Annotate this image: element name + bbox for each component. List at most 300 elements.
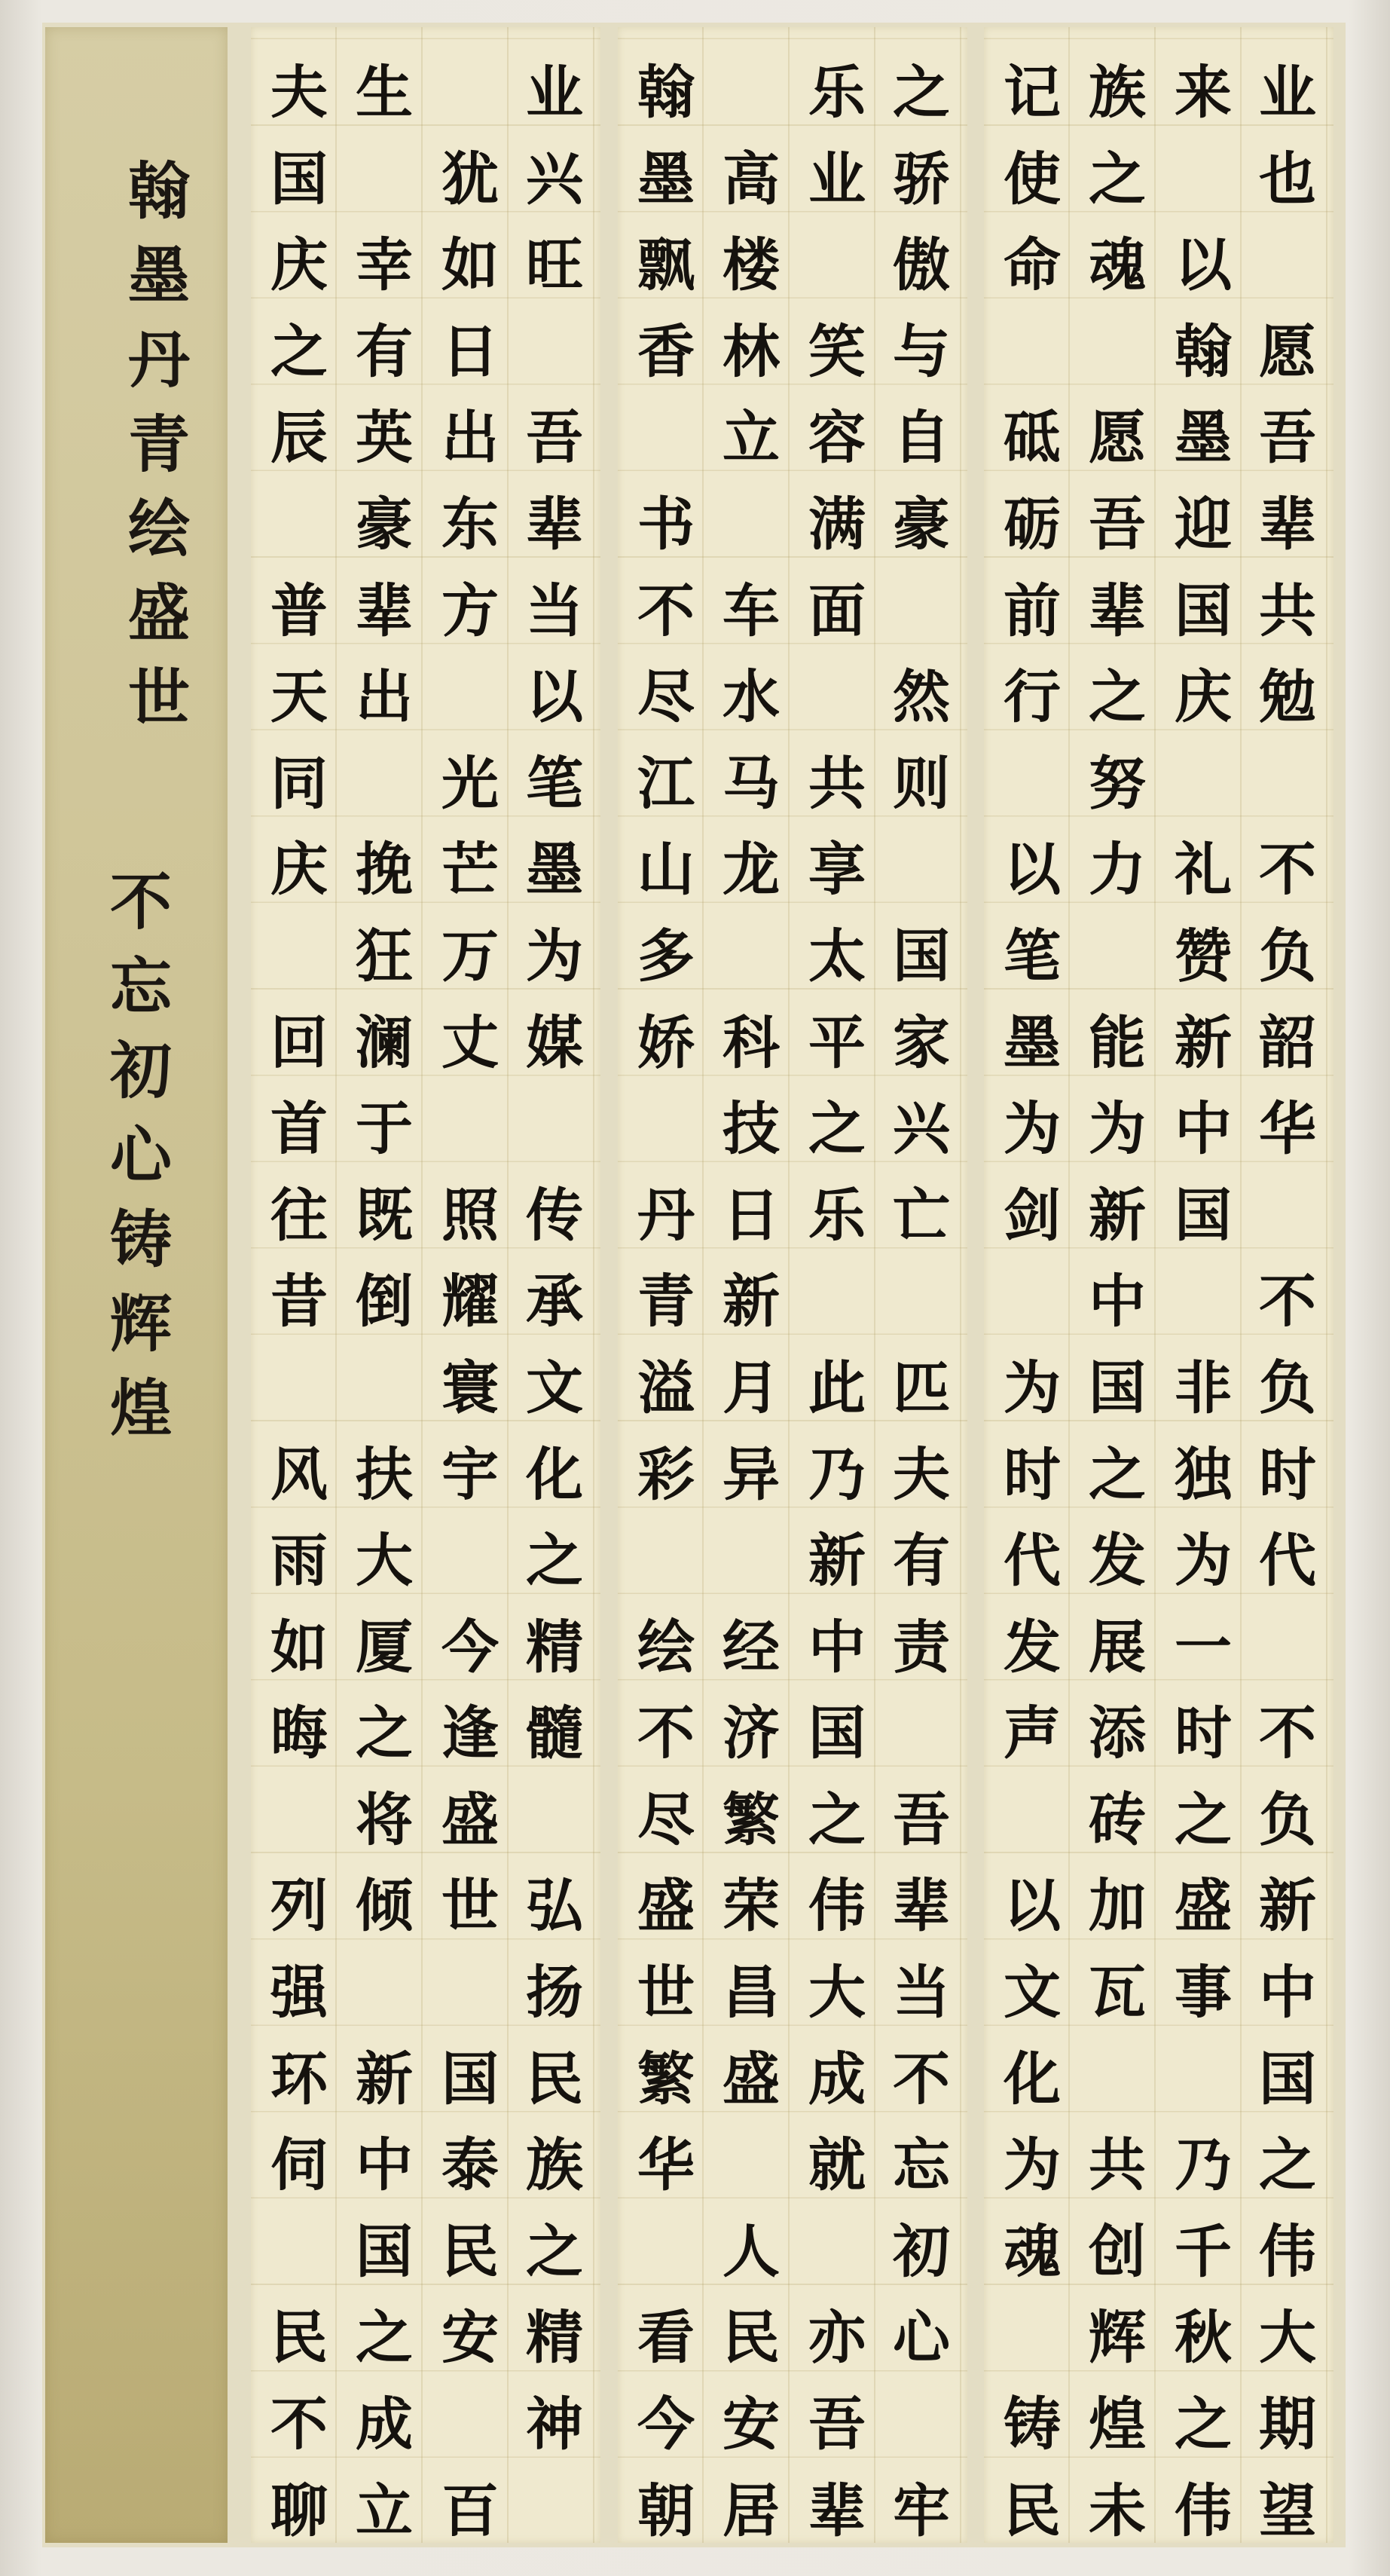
character-cell: 魂	[1089, 231, 1146, 299]
character-cell: 民	[526, 2045, 583, 2113]
character-cell: 溢	[637, 1354, 695, 1421]
character-cell: 为	[1004, 2131, 1061, 2199]
character-cell: 礼	[1175, 836, 1232, 904]
blank-cell	[709, 482, 793, 568]
character-cell: 盛	[722, 2045, 780, 2113]
character-cell: 以	[1004, 1872, 1061, 1940]
text-column	[257, 50, 341, 2554]
text-column	[795, 50, 879, 2554]
character-cell: 不	[270, 2391, 328, 2458]
blank-cell	[257, 1777, 341, 1864]
character-cell: 繁	[637, 2045, 695, 2113]
character-cell: 辈	[893, 1872, 950, 1940]
title-char: 不	[109, 866, 172, 938]
character-cell: 时	[1259, 1440, 1316, 1508]
character-cell: 吾	[526, 404, 583, 472]
character-cell: 世	[637, 1959, 695, 2027]
character-cell: 文	[526, 1354, 583, 1421]
character-cell: 丹	[637, 1181, 695, 1249]
character-cell: 强	[270, 1959, 328, 2027]
character-cell: 车	[722, 577, 780, 644]
character-cell: 伟	[1175, 2477, 1232, 2544]
character-cell: 吾	[1259, 404, 1316, 472]
blank-cell	[1075, 2036, 1159, 2123]
character-cell: 墨	[637, 145, 695, 213]
title-char: 辉	[109, 1288, 172, 1360]
character-cell: 傲	[893, 231, 950, 299]
character-cell: 努	[1089, 749, 1146, 817]
blank-cell	[342, 741, 426, 828]
character-cell: 责	[893, 1613, 950, 1681]
blank-cell	[624, 1518, 708, 1605]
character-cell: 书	[637, 490, 695, 558]
character-cell: 豪	[893, 490, 950, 558]
character-cell: 水	[722, 663, 780, 731]
character-cell: 自	[893, 404, 950, 472]
character-cell: 经	[722, 1613, 780, 1681]
character-cell: 出	[441, 404, 499, 472]
character-cell: 辈	[808, 2477, 866, 2544]
character-cell: 济	[722, 1699, 780, 1767]
character-cell: 瓦	[1089, 1959, 1146, 2027]
character-cell: 代	[1004, 1527, 1061, 1595]
character-cell: 声	[1004, 1699, 1061, 1767]
character-cell: 以	[526, 663, 583, 731]
character-cell: 晦	[270, 1699, 328, 1767]
character-cell: 命	[1004, 231, 1061, 299]
title-char: 煌	[109, 1372, 172, 1445]
character-cell: 为	[1089, 1095, 1146, 1163]
character-cell: 中	[1259, 1959, 1316, 2027]
blank-cell	[1245, 1605, 1330, 1691]
blank-cell	[257, 1345, 341, 1432]
character-cell: 挽	[356, 836, 413, 904]
character-cell: 华	[637, 2131, 695, 2199]
blank-cell	[257, 913, 341, 1000]
character-cell: 新	[1089, 1181, 1146, 1249]
character-cell: 扬	[526, 1959, 583, 2027]
blank-cell	[879, 1259, 964, 1345]
blank-cell	[1245, 222, 1330, 309]
text-column	[709, 50, 793, 2554]
character-cell: 国	[893, 922, 950, 990]
character-cell: 人	[722, 2217, 780, 2285]
character-cell: 扶	[356, 1440, 413, 1508]
character-cell: 此	[808, 1354, 866, 1421]
character-cell: 列	[270, 1872, 328, 1940]
character-cell: 华	[1259, 1095, 1316, 1163]
character-cell: 添	[1089, 1699, 1146, 1767]
character-cell: 初	[893, 2217, 950, 2285]
character-cell: 看	[637, 2304, 695, 2372]
character-cell: 勉	[1259, 663, 1316, 731]
character-cell: 倒	[356, 1268, 413, 1335]
character-cell: 幸	[356, 231, 413, 299]
character-cell: 逢	[441, 1699, 499, 1767]
character-cell: 盛	[637, 1872, 695, 1940]
character-cell: 日	[722, 1181, 780, 1249]
character-cell: 共	[1089, 2131, 1146, 2199]
character-cell: 之	[526, 1527, 583, 1595]
character-cell: 既	[356, 1181, 413, 1249]
blank-cell	[512, 309, 597, 396]
character-cell: 出	[356, 663, 413, 731]
character-cell: 如	[441, 231, 499, 299]
character-cell: 林	[722, 317, 780, 385]
blank-cell	[1161, 136, 1245, 223]
character-cell: 大	[356, 1527, 413, 1595]
title-line-2	[99, 860, 182, 1451]
character-cell: 愿	[1089, 404, 1146, 472]
title-char: 初	[109, 1035, 172, 1107]
character-cell: 辰	[270, 404, 328, 472]
character-cell: 朝	[637, 2477, 695, 2544]
character-cell: 中	[1089, 1268, 1146, 1335]
character-cell: 中	[356, 2131, 413, 2199]
character-cell: 辉	[1089, 2304, 1146, 2372]
character-cell: 剑	[1004, 1181, 1061, 1249]
character-cell: 家	[893, 1008, 950, 1076]
calligraphy-sheet-left	[251, 27, 600, 2543]
character-cell: 之	[356, 2304, 413, 2372]
character-cell: 面	[808, 577, 866, 644]
character-cell: 迎	[1175, 490, 1232, 558]
text-column	[1245, 50, 1330, 2554]
text-column	[990, 50, 1074, 2554]
character-cell: 时	[1004, 1440, 1061, 1508]
character-cell: 东	[441, 490, 499, 558]
character-cell: 之	[1175, 1785, 1232, 1853]
character-cell: 大	[808, 1959, 866, 2027]
blank-cell	[257, 482, 341, 568]
title-char: 铸	[109, 1204, 172, 1276]
character-cell: 有	[893, 1527, 950, 1595]
character-cell: 则	[893, 749, 950, 817]
character-cell: 亡	[893, 1181, 950, 1249]
character-cell: 国	[808, 1699, 866, 1767]
blank-cell	[428, 1518, 512, 1605]
title-char: 盛	[127, 577, 190, 650]
character-cell: 媒	[526, 1008, 583, 1076]
text-column	[879, 50, 964, 2554]
character-cell: 彩	[637, 1440, 695, 1508]
character-cell: 墨	[1004, 1008, 1061, 1076]
character-cell: 方	[441, 577, 499, 644]
blank-cell	[990, 741, 1074, 828]
character-cell: 同	[270, 749, 328, 817]
calligraphy-sheet-right	[984, 27, 1333, 2543]
character-cell: 千	[1175, 2217, 1232, 2285]
character-cell: 精	[526, 1613, 583, 1681]
character-cell: 韶	[1259, 1008, 1316, 1076]
character-cell: 砖	[1089, 1785, 1146, 1853]
blank-cell	[428, 1950, 512, 2036]
character-cell: 代	[1259, 1527, 1316, 1595]
blank-cell	[428, 654, 512, 741]
character-cell: 雨	[270, 1527, 328, 1595]
character-cell: 神	[526, 2391, 583, 2458]
character-cell: 民	[441, 2217, 499, 2285]
character-cell: 乃	[808, 1440, 866, 1508]
character-cell: 照	[441, 1181, 499, 1249]
blank-cell	[624, 395, 708, 482]
character-cell: 民	[1004, 2477, 1061, 2544]
character-cell: 之	[1259, 2131, 1316, 2199]
blank-cell	[709, 50, 793, 136]
character-cell: 庆	[270, 836, 328, 904]
character-cell: 前	[1004, 577, 1061, 644]
character-cell: 笔	[526, 749, 583, 817]
blank-cell	[879, 568, 964, 655]
character-cell: 狂	[356, 922, 413, 990]
character-cell: 吾	[1089, 490, 1146, 558]
character-cell: 普	[270, 577, 328, 644]
character-cell: 新	[1259, 1872, 1316, 1940]
character-cell: 不	[1259, 1699, 1316, 1767]
character-cell: 耀	[441, 1268, 499, 1335]
character-cell: 髓	[526, 1699, 583, 1767]
character-cell: 满	[808, 490, 866, 558]
character-cell: 于	[356, 1095, 413, 1163]
character-cell: 辈	[356, 577, 413, 644]
character-cell: 新	[1175, 1008, 1232, 1076]
character-cell: 墨	[526, 836, 583, 904]
character-cell: 精	[526, 2304, 583, 2372]
character-cell: 加	[1089, 1872, 1146, 1940]
text-column	[1075, 50, 1159, 2554]
character-cell: 共	[1259, 577, 1316, 644]
character-cell: 化	[1004, 2045, 1061, 2113]
text-column	[1161, 50, 1245, 2554]
blank-cell	[879, 1690, 964, 1777]
character-cell: 牢	[893, 2477, 950, 2544]
character-cell: 香	[637, 317, 695, 385]
character-cell: 来	[1175, 59, 1232, 126]
blank-cell	[428, 50, 512, 136]
character-cell: 未	[1089, 2477, 1146, 2544]
character-cell: 之	[1089, 663, 1146, 731]
blank-cell	[709, 1518, 793, 1605]
blank-cell	[512, 2468, 597, 2555]
character-cell: 业	[1259, 59, 1316, 126]
blank-cell	[342, 1345, 426, 1432]
character-cell: 平	[808, 1008, 866, 1076]
character-cell: 犹	[441, 145, 499, 213]
character-cell: 中	[808, 1613, 866, 1681]
character-cell: 国	[1259, 2045, 1316, 2113]
character-cell: 之	[526, 2217, 583, 2285]
character-cell: 有	[356, 317, 413, 385]
character-cell: 砺	[1004, 490, 1061, 558]
character-cell: 日	[441, 317, 499, 385]
character-cell: 聊	[270, 2477, 328, 2544]
blank-cell	[342, 1950, 426, 2036]
character-cell: 月	[722, 1354, 780, 1421]
character-cell: 骄	[893, 145, 950, 213]
character-cell: 天	[270, 663, 328, 731]
character-cell: 寰	[441, 1354, 499, 1421]
character-cell: 豪	[356, 490, 413, 558]
character-cell: 安	[441, 2304, 499, 2372]
character-cell: 旺	[526, 231, 583, 299]
character-cell: 伺	[270, 2131, 328, 2199]
character-cell: 繁	[722, 1785, 780, 1853]
character-cell: 环	[270, 2045, 328, 2113]
character-cell: 山	[637, 836, 695, 904]
character-cell: 高	[722, 145, 780, 213]
character-cell: 国	[1175, 577, 1232, 644]
character-cell: 为	[1004, 1354, 1061, 1421]
character-cell: 铸	[1004, 2391, 1061, 2458]
character-cell: 昌	[722, 1959, 780, 2027]
character-cell: 不	[893, 2045, 950, 2113]
character-cell: 庆	[1175, 663, 1232, 731]
title-char: 绘	[127, 493, 190, 565]
character-cell: 太	[808, 922, 866, 990]
blank-cell	[624, 2209, 708, 2296]
blank-cell	[879, 2382, 964, 2468]
blank-cell	[1075, 309, 1159, 396]
character-cell: 之	[1089, 145, 1146, 213]
character-cell: 成	[356, 2391, 413, 2458]
character-cell: 之	[808, 1785, 866, 1853]
character-cell: 展	[1089, 1613, 1146, 1681]
character-cell: 技	[722, 1095, 780, 1163]
character-cell: 伟	[1259, 2217, 1316, 2285]
calligraphy-sheet-middle	[618, 27, 967, 2543]
character-cell: 为	[526, 922, 583, 990]
character-cell: 尽	[637, 1785, 695, 1853]
character-cell: 一	[1175, 1613, 1232, 1681]
character-cell: 负	[1259, 1785, 1316, 1853]
blank-cell	[342, 136, 426, 223]
character-cell: 以	[1175, 231, 1232, 299]
blank-cell	[795, 222, 879, 309]
character-cell: 夫	[893, 1440, 950, 1508]
blank-cell	[428, 2382, 512, 2468]
character-cell: 也	[1259, 145, 1316, 213]
character-cell: 发	[1004, 1613, 1061, 1681]
character-cell: 国	[441, 2045, 499, 2113]
character-cell: 乃	[1175, 2131, 1232, 2199]
character-cell: 之	[893, 59, 950, 126]
character-cell: 尽	[637, 663, 695, 731]
character-cell: 多	[637, 922, 695, 990]
character-cell: 新	[722, 1268, 780, 1335]
character-cell: 事	[1175, 1959, 1232, 2027]
character-cell: 族	[526, 2131, 583, 2199]
character-cell: 赞	[1175, 922, 1232, 990]
blank-cell	[990, 1259, 1074, 1345]
character-cell: 首	[270, 1095, 328, 1163]
character-cell: 发	[1089, 1527, 1146, 1595]
character-cell: 大	[1259, 2304, 1316, 2372]
blank-cell	[1245, 1173, 1330, 1259]
character-cell: 伟	[808, 1872, 866, 1940]
character-cell: 业	[526, 59, 583, 126]
character-cell: 厦	[356, 1613, 413, 1681]
character-cell: 青	[637, 1268, 695, 1335]
character-cell: 时	[1175, 1699, 1232, 1767]
character-cell: 心	[893, 2304, 950, 2372]
text-column	[342, 50, 426, 2554]
blank-cell	[1245, 741, 1330, 828]
blank-cell	[257, 2209, 341, 2296]
character-cell: 国	[356, 2217, 413, 2285]
character-cell: 澜	[356, 1008, 413, 1076]
blank-cell	[990, 1777, 1074, 1864]
character-cell: 吾	[808, 2391, 866, 2458]
character-cell: 夫	[270, 59, 328, 126]
character-cell: 亦	[808, 2304, 866, 2372]
character-cell: 弘	[526, 1872, 583, 1940]
blank-cell	[795, 1259, 879, 1345]
character-cell: 不	[1259, 836, 1316, 904]
character-cell: 绘	[637, 1613, 695, 1681]
character-cell: 生	[356, 59, 413, 126]
character-cell: 煌	[1089, 2391, 1146, 2458]
blank-cell	[879, 827, 964, 913]
character-cell: 然	[893, 663, 950, 731]
character-cell: 秋	[1175, 2304, 1232, 2372]
blank-cell	[795, 654, 879, 741]
character-cell: 今	[441, 1613, 499, 1681]
blank-cell	[624, 1086, 708, 1173]
character-cell: 国	[1089, 1354, 1146, 1421]
character-cell: 倾	[356, 1872, 413, 1940]
character-cell: 当	[893, 1959, 950, 2027]
character-cell: 行	[1004, 663, 1061, 731]
character-cell: 立	[356, 2477, 413, 2544]
character-cell: 与	[893, 317, 950, 385]
title-char: 心	[109, 1119, 172, 1192]
character-cell: 力	[1089, 836, 1146, 904]
character-cell: 昔	[270, 1268, 328, 1335]
character-cell: 娇	[637, 1008, 695, 1076]
character-cell: 吾	[893, 1785, 950, 1853]
character-cell: 业	[808, 145, 866, 213]
character-cell: 翰	[637, 59, 695, 126]
character-cell: 往	[270, 1181, 328, 1249]
character-cell: 如	[270, 1613, 328, 1681]
character-cell: 之	[1175, 2391, 1232, 2458]
character-cell: 非	[1175, 1354, 1232, 1421]
character-cell: 望	[1259, 2477, 1316, 2544]
blank-cell	[990, 309, 1074, 396]
character-cell: 国	[270, 145, 328, 213]
character-cell: 辈	[526, 490, 583, 558]
character-cell: 独	[1175, 1440, 1232, 1508]
character-cell: 传	[526, 1181, 583, 1249]
character-cell: 享	[808, 836, 866, 904]
character-cell: 记	[1004, 59, 1061, 126]
character-cell: 科	[722, 1008, 780, 1076]
character-cell: 就	[808, 2131, 866, 2199]
character-cell: 盛	[441, 1785, 499, 1853]
character-cell: 翰	[1175, 317, 1232, 385]
blank-cell	[709, 2122, 793, 2209]
character-cell: 墨	[1175, 404, 1232, 472]
character-cell: 成	[808, 2045, 866, 2113]
character-cell: 庆	[270, 231, 328, 299]
character-cell: 不	[637, 1699, 695, 1767]
text-column	[428, 50, 512, 2554]
character-cell: 族	[1089, 59, 1146, 126]
character-cell: 中	[1175, 1095, 1232, 1163]
character-cell: 乐	[808, 1181, 866, 1249]
character-cell: 之	[270, 317, 328, 385]
blank-cell	[512, 1086, 597, 1173]
